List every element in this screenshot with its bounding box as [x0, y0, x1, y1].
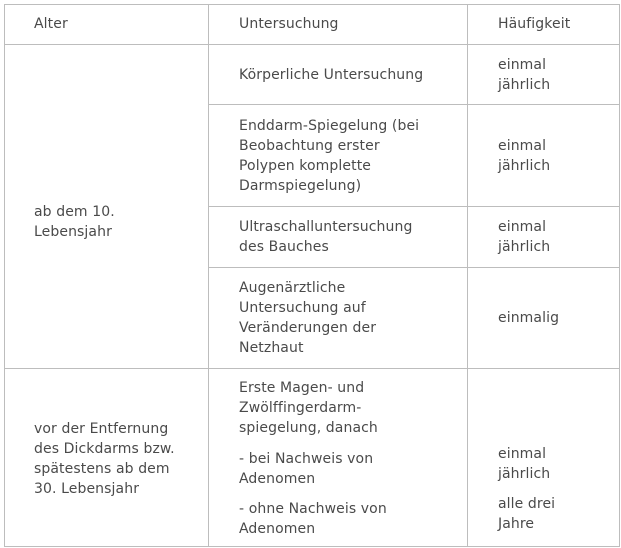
text-line: des Dickdarms bzw.	[34, 441, 175, 457]
text-line: Adenomen	[239, 471, 316, 487]
text-line: jährlich	[498, 239, 551, 255]
text-line: Enddarm-Spiegelung (bei	[239, 118, 420, 134]
text-line: Ultraschalluntersuchung	[239, 219, 413, 235]
text-line: - bei Nachweis von	[239, 451, 374, 467]
text-line: Körperliche Untersuchung	[239, 67, 424, 83]
text-line: spätestens ab dem	[34, 461, 170, 477]
header-age: Alter	[34, 16, 68, 32]
text-line: Adenomen	[239, 521, 316, 537]
exam-cell	[239, 65, 423, 85]
text-line: Lebensjahr	[34, 224, 112, 240]
header-exam: Untersuchung	[239, 16, 339, 32]
row-divider	[208, 104, 620, 105]
text-line: Darmspiegelung)	[239, 178, 362, 194]
row-divider	[208, 267, 620, 268]
table-left-border	[4, 4, 5, 547]
text-line: einmal	[498, 138, 547, 154]
text-line: Beobachtung erster	[239, 138, 380, 154]
text-line: vor der Entfernung	[34, 421, 169, 437]
frequency-cell	[498, 308, 559, 328]
exam-cell	[239, 378, 378, 438]
frequency-cell	[498, 494, 555, 534]
group-divider	[4, 368, 620, 369]
exam-cell	[239, 217, 412, 257]
text-line: Veränderungen der	[239, 320, 377, 336]
text-line: jährlich	[498, 466, 551, 482]
text-line: Polypen komplette	[239, 158, 371, 174]
table-bottom-border	[4, 546, 620, 547]
text-line: Jahre	[498, 516, 535, 532]
text-line: 30. Lebensjahr	[34, 481, 140, 497]
exam-cell	[239, 449, 373, 489]
frequency-cell	[498, 55, 550, 95]
table-right-border	[619, 4, 620, 547]
header-divider	[4, 44, 620, 45]
text-line: ab dem 10.	[34, 204, 115, 220]
frequency-cell	[498, 136, 550, 176]
age-cell	[34, 202, 115, 242]
header-frequency: Häufigkeit	[498, 16, 571, 32]
text-line: einmal	[498, 219, 547, 235]
text-line: - ohne Nachweis von	[239, 501, 387, 517]
exam-cell	[239, 116, 419, 196]
exam-cell	[239, 278, 376, 358]
text-line: jährlich	[498, 158, 551, 174]
text-line: des Bauches	[239, 239, 329, 255]
text-line: einmal	[498, 57, 547, 73]
age-cell	[34, 419, 175, 499]
frequency-cell	[498, 217, 550, 257]
column-divider	[467, 4, 468, 547]
text-line: jährlich	[498, 77, 551, 93]
text-line: Augenärztliche	[239, 280, 346, 296]
frequency-cell	[498, 444, 550, 484]
text-line: einmalig	[498, 310, 560, 326]
text-line: Untersuchung auf	[239, 300, 366, 316]
column-divider	[208, 4, 209, 547]
exam-cell	[239, 499, 387, 539]
text-line: Erste Magen- und	[239, 380, 365, 396]
text-line: einmal	[498, 446, 547, 462]
text-line: spiegelung, danach	[239, 420, 378, 436]
text-line: Netzhaut	[239, 340, 304, 356]
table-top-border	[4, 4, 620, 5]
text-line: alle drei	[498, 496, 556, 512]
text-line: Zwölffingerdarm-	[239, 400, 362, 416]
row-divider	[208, 206, 620, 207]
